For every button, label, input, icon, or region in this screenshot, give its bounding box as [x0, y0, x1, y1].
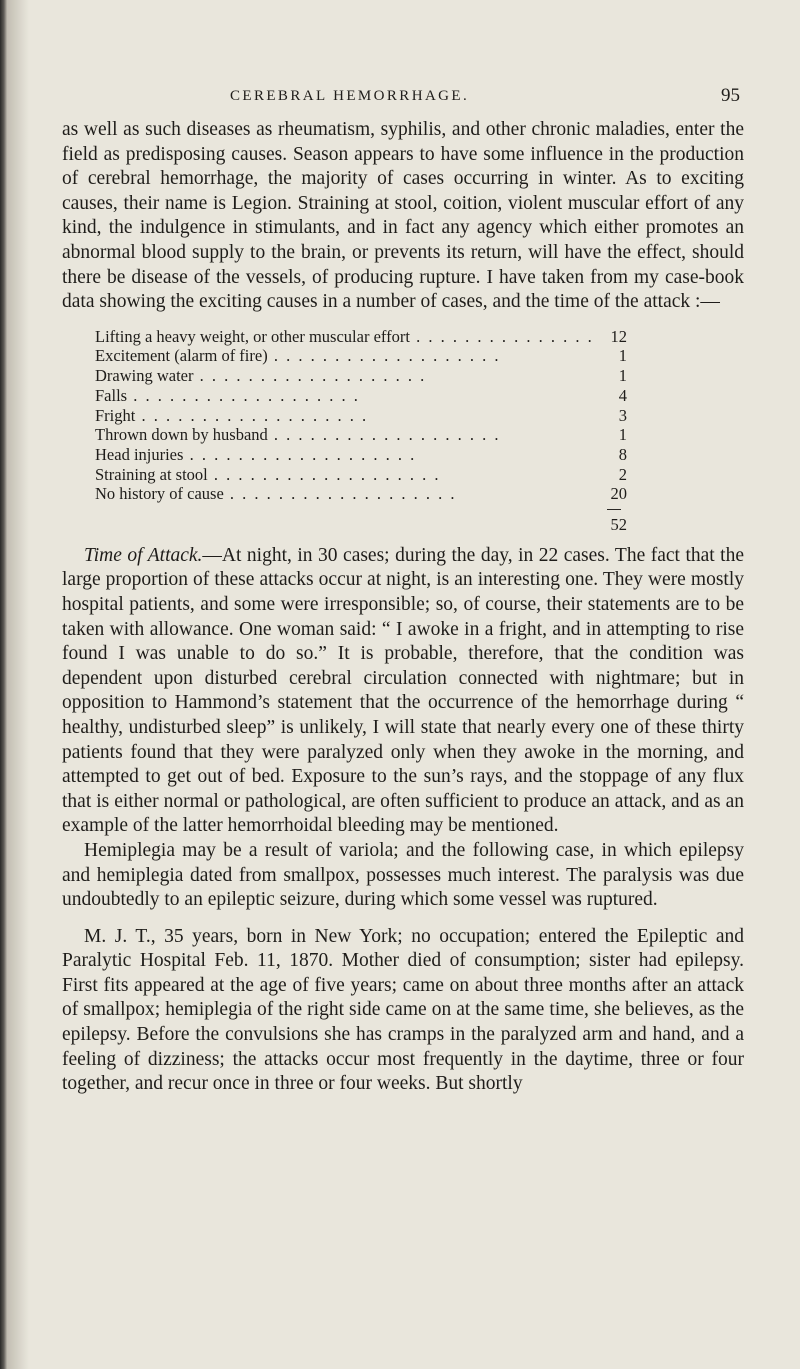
paragraph-exciting-causes: as well as such diseases as rheumatism, syphilis, and other chronic maladies, enter the field as predisposing causes. Season appears to have some influence in the production of cerebral hemorrhage, the majority of cases occurring in winter. As to exciting causes, their name is Legion. Straining at stool, coition, violent muscular effort of any kind, the indulgence in stimulants, and in fact any agency which either promotes an abnormal blood supply to the brain, or prevents its return, will have the effect, should there be disease of the vessels, of producing rupture. I have taken from my case-book data showing the exciting causes in a number of cases, and the time of the attack :— [62, 119, 744, 313]
gutter-shadow [7, 0, 29, 1369]
cause-count: 1 [618, 425, 627, 445]
cause-count: 1 [618, 346, 627, 366]
cause-count: 3 [618, 405, 627, 425]
cause-count: 20 [610, 484, 627, 504]
cause-label: Drawing water . . [95, 366, 593, 386]
time-of-attack-text: —At night, in 30 cases; during the day, in 22 cases. The fact that the large proportion of these attacks occur at night, is an interesting one. They were mostly hospital patients, and some were irresponsible; so, of course, their statements are to be taken with allowance. One woman said: “ I awoke in a fright, and in attempting to rise found I was unable to do so.” It is probable, therefore, that the condition was dependent upon disturbed cerebral circulation connected with nightmare; but in opposition to Hammond’s statement that the occurrence of the hemorrhage during “ healthy, undisturbed sleep” is unlikely, I will state that nearly every one of these thirty patients found that they were paralyzed only when they awoke in the morning, and attempted to get out of bed. Exposure to the sun’s rays, and the stoppage of any flux that is either normal or pathological, are often sufficient to produce an attack, and as an example of the latter hemorrhoidal bleeding may be mentioned. [62, 544, 745, 837]
table-row [95, 386, 627, 406]
running-title: CEREBRAL HEMORRHAGE. [230, 88, 470, 104]
table-row [95, 445, 627, 465]
cause-label: No history of cause . . [95, 484, 593, 504]
table-total: 52 [610, 515, 627, 535]
cause-label: Falls . . [95, 386, 593, 406]
cause-label: Excitement (alarm of fire) . . [95, 346, 593, 366]
table-row [95, 484, 627, 504]
cause-label: Lifting a heavy weight, or other muscular effort . . [95, 327, 593, 347]
causes-table [95, 327, 627, 535]
paragraph-case-report: M. J. T., 35 years, born in New York; no occupation; entered the Epileptic and Paralytic Hospital Feb. 11, 1870. Mother died of consumption; sister had epilepsy. First fits appeared at the age of five years; came on about three months after an attack of smallpox; hemiplegia of the right side came on at the same time, she believes, as the epilepsy. Before the convulsions she has cramps in the paralyzed arm and hand, and a feeling of dizziness; the attacks occur most frequently in the daytime, three or four together, and recur once in three or four weeks. But shortly [62, 925, 744, 1095]
time-of-attack-heading: Time of Attack. [84, 544, 203, 566]
cause-count: 1 [618, 366, 627, 386]
paragraph-time-of-attack [62, 544, 744, 839]
table-row [95, 366, 627, 386]
cause-count: 12 [610, 326, 627, 346]
total-rule [607, 509, 621, 510]
running-header [62, 85, 744, 112]
body-text [62, 118, 744, 1097]
cause-label: Thrown down by husband . . [95, 425, 593, 445]
book-binding-edge [0, 0, 7, 1369]
book-page [62, 0, 744, 1369]
cause-label: Head injuries . . [95, 445, 593, 465]
table-row [95, 465, 627, 485]
cause-count: 8 [618, 444, 627, 464]
table-total-row [95, 515, 627, 535]
cause-count: 2 [618, 464, 627, 484]
paragraph-variola: Hemiplegia may be a result of variola; and the following case, in which epilepsy and hemiplegia dated from smallpox, possesses much interest. The paralysis was due undoubtedly to an epileptic seizure, during which some vessel was ruptured. [62, 839, 744, 911]
cause-label: Straining at stool . . [95, 465, 593, 485]
table-row [95, 425, 627, 445]
table-row [95, 346, 627, 366]
page-number: 95 [721, 85, 740, 106]
cause-count: 4 [618, 385, 627, 405]
table-row [95, 406, 627, 426]
table-row [95, 327, 627, 347]
cause-label: Fright . . [95, 406, 593, 426]
